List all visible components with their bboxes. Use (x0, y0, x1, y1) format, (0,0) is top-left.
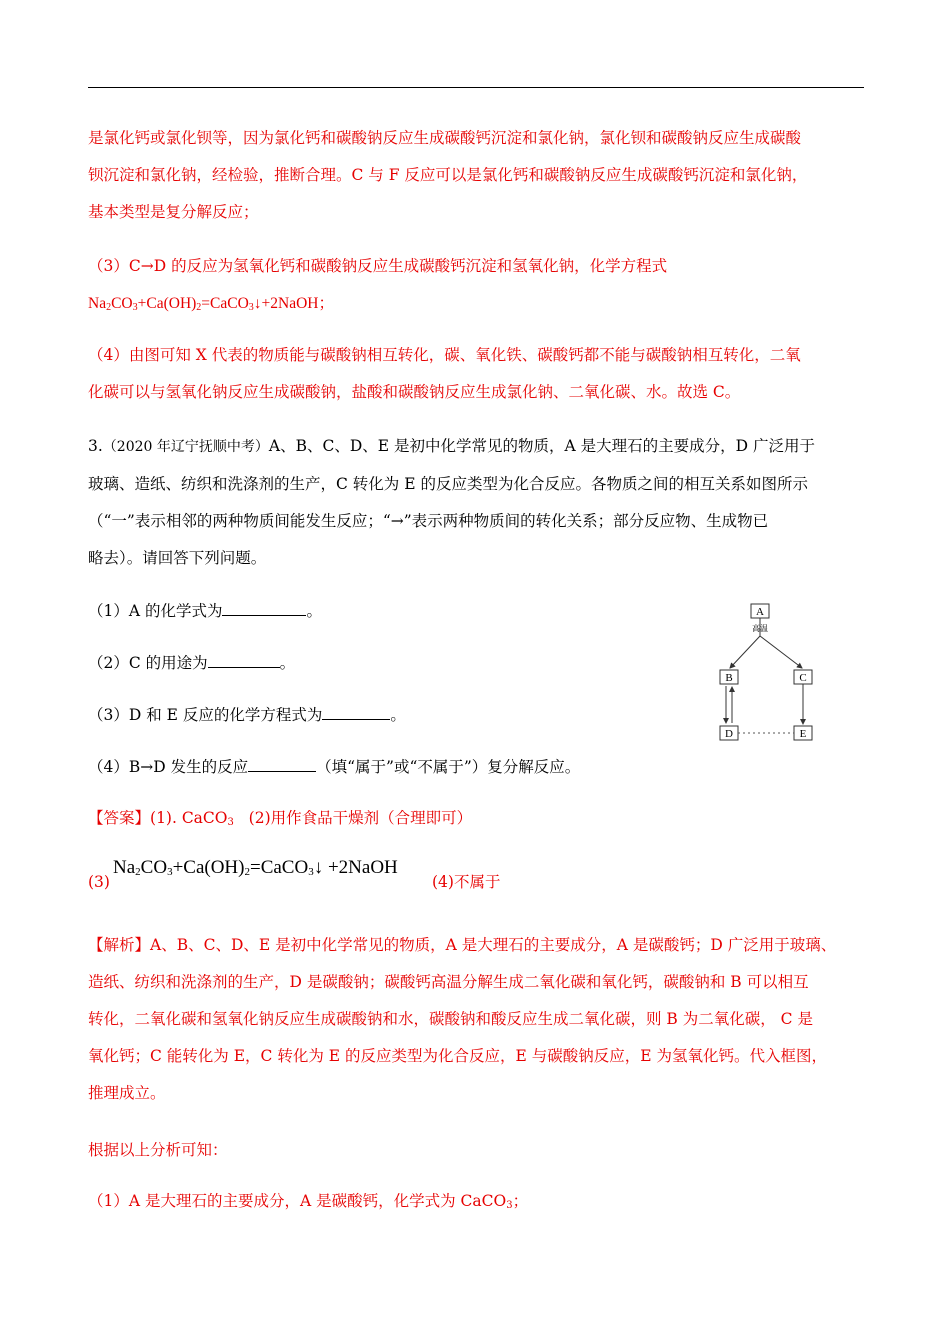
answer-label: 【答案】 (88, 809, 151, 827)
sub-question-3: （3）D 和 E 反应的化学方程式为 。 (88, 706, 406, 724)
condition-label: 高温 (752, 624, 768, 633)
text-line: 推理成立。 (88, 1084, 166, 1102)
analysis-label: 【解析】 (88, 936, 151, 954)
text-line: （4）由图可知 X 代表的物质能与碳酸钠相互转化，碳、氧化铁、碳酸钙都不能与碳酸钠相互转化，二氧 (88, 346, 801, 364)
text-line: （3）C→D 的反应为氢氧化钙和碳酸钠反应生成碳酸钙沉淀和氢氧化钠，化学方程式 (88, 257, 668, 275)
node-c-label: C (799, 672, 807, 684)
node-e-label: E (799, 728, 807, 740)
answer-blank[interactable] (248, 756, 316, 772)
arrow-a-to-b (730, 636, 760, 668)
text-line: 是氯化钙或氯化钡等，因为氯化钙和碳酸钠反应生成碳酸钙沉淀和氯化钠，氯化钡和碳酸钠反应生成碳酸 (88, 129, 802, 147)
sub-question-2: （2）C 的用途为 。 (88, 654, 296, 672)
text-line: 3.（2020 年辽宁抚顺中考）A、B、C、D、E 是初中化学常见的物质，A 是大理石的主要成分，D 广泛用于 (88, 437, 815, 455)
relationship-diagram (714, 598, 824, 748)
equation-line: $Na_2CO_3+Ca(OH)_2=CaCO_3↓+2NaOH$； (88, 295, 334, 313)
arrow-a-to-c (760, 636, 802, 668)
answer-blank[interactable] (208, 652, 280, 668)
text-line: 造纸、纺织和洗涤剂的生产，D 是碳酸钠；碳酸钙高温分解生成二氧化碳和氧化钙，碳酸钠和 B 可以相互 (88, 973, 809, 991)
solution-para-2 (88, 248, 878, 326)
question-source: （2020 年辽宁抚顺中考） (102, 439, 269, 455)
answer-3-label: (3) (88, 873, 110, 891)
node-b-label: B (725, 672, 733, 684)
text-line: 钡沉淀和氯化钠，经检验，推断合理。C 与 F 反应可以是氯化钙和碳酸钠反应生成碳酸钙沉淀和氯化钠， (88, 166, 808, 184)
answer-4: (4)不属于 (432, 873, 501, 891)
question-stem (88, 428, 878, 577)
text-line: 【解析】A、B、C、D、E 是初中化学常见的物质，A 是大理石的主要成分，A 是碳酸钙；D 广泛用于玻璃、 (88, 936, 837, 954)
solution-para-3 (88, 337, 878, 411)
answer-blank[interactable] (222, 600, 306, 616)
text-line: 化碳可以与氢氧化钠反应生成碳酸钠，盐酸和碳酸钠反应生成氯化钠、二氧化碳、水。故选 C。 (88, 383, 741, 401)
node-d-label: D (725, 728, 733, 740)
node-a-label: A (756, 606, 764, 618)
sub-question-4: （4）B→D 发生的反应 （填“属于”或“不属于”）复分解反应。 (88, 758, 581, 776)
text-line: 玻璃、造纸、纺织和洗涤剂的生产，C 转化为 E 的反应类型为化合反应。各物质之间的相互关系如图所示 (88, 475, 808, 493)
answer-blank[interactable] (322, 704, 390, 720)
analysis-summary: 根据以上分析可知： (88, 1141, 228, 1159)
analysis-answer-1: （1）A 是大理石的主要成分，A 是碳酸钙，化学式为 CaCO$_3$； (88, 1192, 529, 1211)
sub-question-1: （1）A 的化学式为 。 (88, 602, 322, 620)
text-line: 基本类型是复分解反应； (88, 203, 259, 221)
text-line: 氧化钙；C 能转化为 E，C 转化为 E 的反应类型为化合反应，E 与碳酸钠反应，E 为氢氧化钙。代入框图， (88, 1047, 827, 1065)
text-line: （“一”表示相邻的两种物质间能发生反应；“→”表示两种物质间的转化关系；部分反应物、生成物已 (88, 512, 769, 530)
text-line: 转化，二氧化碳和氢氧化钠反应生成碳酸钠和水，碳酸钠和酸反应生成二氧化碳，则 B 为二氧化碳， C 是 (88, 1010, 813, 1028)
text-line: 略去）。请回答下列问题。 (88, 549, 267, 567)
solution-para-1 (88, 120, 878, 231)
analysis-para (88, 927, 878, 1112)
answer-equation: $Na_2CO_3+Ca(OH)_2=CaCO_3↓$ +2NaOH (113, 857, 398, 878)
question-number: 3. (88, 437, 103, 455)
answer-line: 【答案】(1). CaCO$_3$ (2)用作食品干燥剂（合理即可） (88, 809, 473, 828)
header-rule (88, 87, 864, 88)
